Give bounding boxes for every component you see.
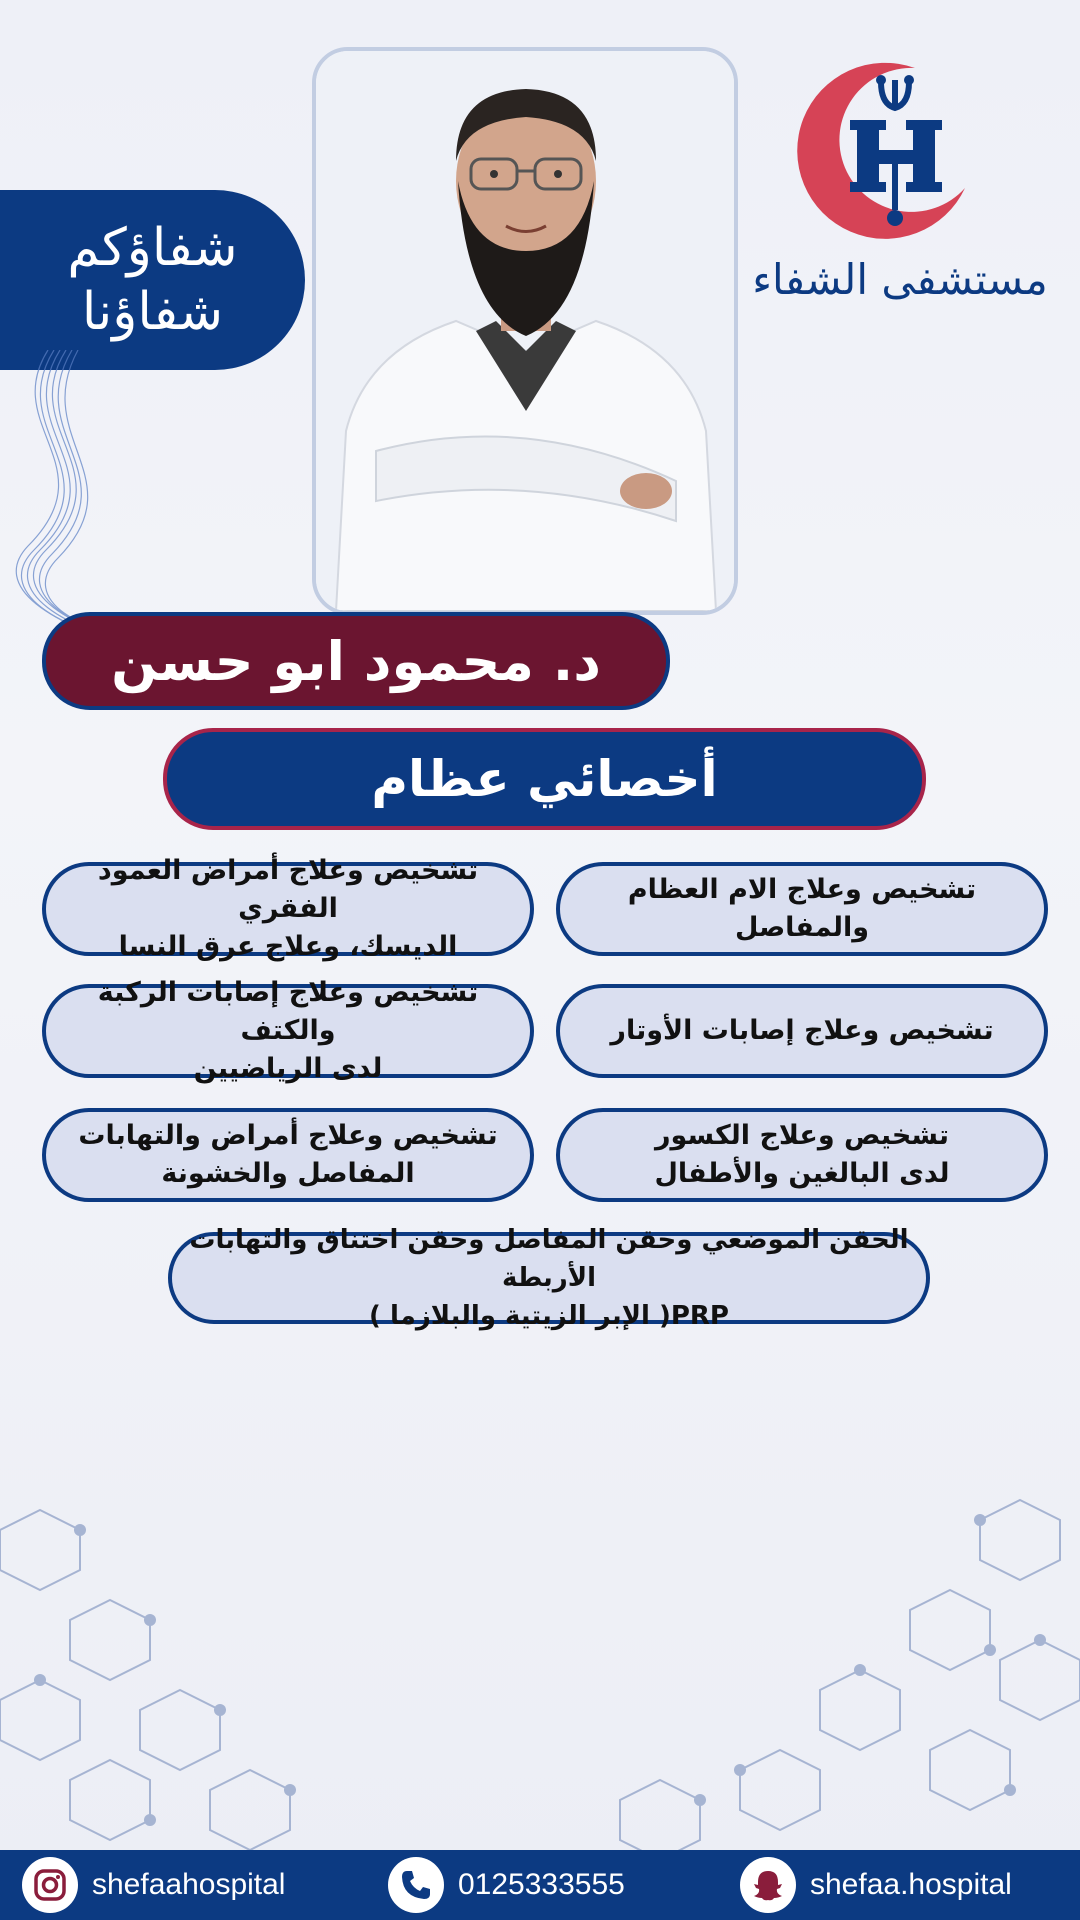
service-item bbox=[42, 977, 534, 1084]
instagram-contact[interactable] bbox=[22, 1850, 285, 1920]
service-item-injections bbox=[168, 1225, 930, 1331]
snapchat-handle: shefaa.hospital bbox=[810, 1868, 1012, 1901]
service-line-2: لدى الرياضيين bbox=[193, 1053, 383, 1084]
decorative-hexagons-right bbox=[600, 1490, 1080, 1850]
slogan-line-1: شفاؤكم bbox=[67, 218, 238, 278]
instagram-handle: shefaahospital bbox=[92, 1868, 286, 1901]
doctor-name: د. محمود ابو حسن bbox=[111, 629, 601, 693]
specialty-banner bbox=[163, 728, 926, 830]
hospital-crescent-stethoscope-logo bbox=[795, 60, 975, 240]
service-item bbox=[42, 855, 534, 962]
phone-icon bbox=[388, 1857, 444, 1913]
service-item bbox=[42, 1108, 534, 1202]
service-line-1: تشخيص وعلاج الام العظام والمفاصل bbox=[627, 874, 977, 943]
service-item bbox=[556, 984, 1048, 1078]
decorative-waves bbox=[0, 350, 170, 650]
service-line-1: الحقن الموضعي وحقن المفاصل وحقن اختناق والتهابات الأربطة bbox=[189, 1225, 909, 1293]
service-item bbox=[556, 1108, 1048, 1202]
doctor-photo bbox=[316, 51, 734, 611]
hospital-logo bbox=[740, 50, 1060, 310]
service-line-2: لدى البالغين والأطفال bbox=[654, 1158, 950, 1189]
decorative-hexagons-left bbox=[0, 1490, 330, 1850]
service-line-2: PRP( الإبر الزيتية والبلازما ) bbox=[369, 1301, 729, 1331]
snapchat-icon bbox=[740, 1857, 796, 1913]
slogan-badge bbox=[0, 190, 305, 370]
phone-number: 0125333555 bbox=[458, 1868, 625, 1901]
contact-footer bbox=[0, 1850, 1080, 1920]
doctor-specialty: أخصائي عظام bbox=[371, 750, 718, 808]
doctor-photo-frame bbox=[312, 47, 738, 615]
service-line-1: تشخيص وعلاج الكسور bbox=[655, 1120, 949, 1151]
snapchat-contact[interactable] bbox=[740, 1850, 1012, 1920]
service-line-1: تشخيص وعلاج إصابات الركبة والكتف bbox=[97, 977, 479, 1046]
instagram-icon bbox=[22, 1857, 78, 1913]
doctor-name-banner bbox=[42, 612, 670, 710]
phone-contact[interactable] bbox=[388, 1850, 625, 1920]
slogan-line-2: شفاؤنا bbox=[81, 282, 224, 342]
service-line-1: تشخيص وعلاج إصابات الأوتار bbox=[610, 1015, 994, 1046]
service-line-2: المفاصل والخشونة bbox=[161, 1158, 415, 1189]
service-line-1: تشخيص وعلاج أمراض والتهابات bbox=[78, 1120, 498, 1151]
service-item bbox=[556, 862, 1048, 956]
service-line-2: الديسك، وعلاج عرق النسا bbox=[118, 931, 458, 962]
service-line-1: تشخيص وعلاج أمراض العمود الفقري bbox=[97, 855, 479, 924]
hospital-name: مستشفى الشفاء bbox=[752, 255, 1048, 304]
